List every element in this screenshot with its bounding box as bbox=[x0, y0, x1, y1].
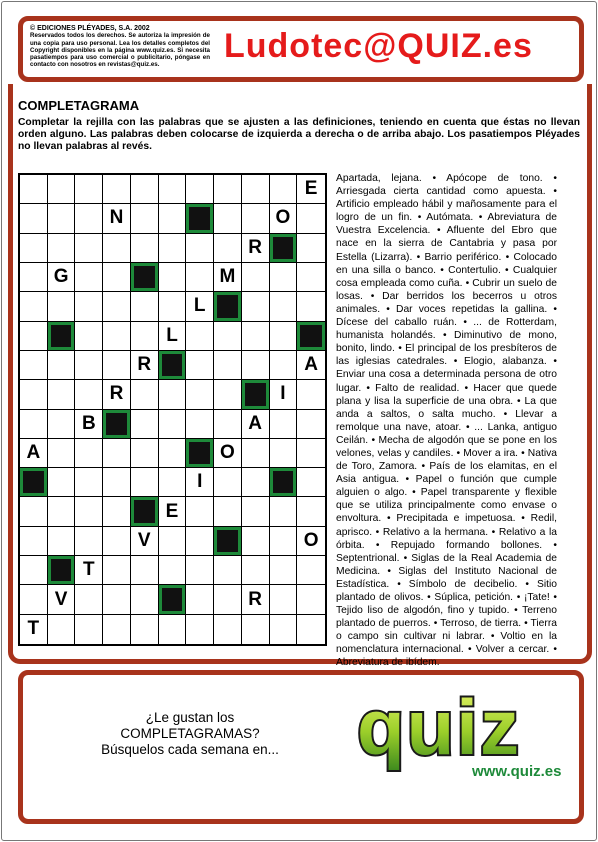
grid-cell[interactable]: E bbox=[159, 497, 187, 526]
black-square bbox=[270, 234, 298, 263]
grid-cell[interactable] bbox=[186, 615, 214, 644]
grid-cell[interactable] bbox=[214, 410, 242, 439]
grid-cell[interactable] bbox=[270, 556, 298, 585]
grid-cell[interactable] bbox=[242, 497, 270, 526]
grid-cell[interactable] bbox=[75, 204, 103, 233]
grid-cell[interactable] bbox=[20, 556, 48, 585]
grid-cell[interactable] bbox=[242, 556, 270, 585]
grid-cell[interactable] bbox=[48, 468, 76, 497]
grid-cell[interactable] bbox=[48, 204, 76, 233]
grid-cell[interactable] bbox=[186, 175, 214, 204]
grid-cell[interactable] bbox=[214, 175, 242, 204]
grid-cell[interactable] bbox=[159, 527, 187, 556]
grid-cell[interactable] bbox=[20, 322, 48, 351]
grid-cell[interactable] bbox=[131, 292, 159, 321]
grid-cell[interactable]: G bbox=[48, 263, 76, 292]
grid-cell[interactable] bbox=[20, 497, 48, 526]
grid-cell[interactable] bbox=[242, 292, 270, 321]
grid-cell[interactable] bbox=[103, 556, 131, 585]
grid-cell[interactable] bbox=[131, 380, 159, 409]
grid-cell[interactable]: L bbox=[186, 292, 214, 321]
grid-cell[interactable] bbox=[48, 497, 76, 526]
grid-cell[interactable]: A bbox=[242, 410, 270, 439]
promo-text bbox=[90, 710, 290, 758]
grid-cell[interactable]: T bbox=[20, 615, 48, 644]
grid-cell[interactable] bbox=[20, 351, 48, 380]
grid-cell[interactable] bbox=[75, 585, 103, 614]
grid-cell[interactable] bbox=[242, 322, 270, 351]
grid-cell[interactable] bbox=[159, 175, 187, 204]
grid-cell[interactable] bbox=[242, 175, 270, 204]
grid-cell[interactable] bbox=[103, 527, 131, 556]
grid-cell[interactable]: V bbox=[48, 585, 76, 614]
grid-cell[interactable]: A bbox=[297, 351, 325, 380]
grid-cell[interactable] bbox=[214, 234, 242, 263]
grid-cell[interactable] bbox=[75, 527, 103, 556]
grid-cell[interactable] bbox=[20, 175, 48, 204]
grid-cell[interactable] bbox=[103, 439, 131, 468]
grid-cell[interactable] bbox=[75, 175, 103, 204]
grid-cell[interactable] bbox=[103, 468, 131, 497]
grid-cell[interactable] bbox=[270, 410, 298, 439]
grid-cell[interactable] bbox=[103, 615, 131, 644]
grid-cell[interactable] bbox=[48, 234, 76, 263]
black-square bbox=[48, 556, 76, 585]
grid-cell[interactable] bbox=[186, 585, 214, 614]
puzzle-instructions: Completar la rejilla con las palabras que se ajusten a las definiciones, teniendo en cuenta que éstas no llevan orden alguno. Las palabras deben colocarse de izquierda a derecha o de arriba abajo. Los pasatiempos Pléyades no llevan palabras al revés. bbox=[18, 117, 580, 152]
grid-cell[interactable] bbox=[159, 292, 187, 321]
grid-cell[interactable] bbox=[20, 292, 48, 321]
promo-line-2: COMPLETAGRAMAS? bbox=[120, 726, 260, 741]
grid-cell[interactable] bbox=[131, 439, 159, 468]
grid-cell[interactable] bbox=[159, 263, 187, 292]
grid-cell[interactable]: I bbox=[270, 380, 298, 409]
grid-cell[interactable] bbox=[48, 615, 76, 644]
grid-cell[interactable] bbox=[214, 380, 242, 409]
grid-cell[interactable]: N bbox=[103, 204, 131, 233]
grid-cell[interactable] bbox=[270, 292, 298, 321]
grid-cell[interactable] bbox=[186, 527, 214, 556]
grid-cell[interactable] bbox=[20, 527, 48, 556]
grid-cell[interactable]: O bbox=[270, 204, 298, 233]
grid-cell[interactable] bbox=[131, 234, 159, 263]
grid-cell[interactable] bbox=[131, 322, 159, 351]
grid-cell[interactable] bbox=[214, 585, 242, 614]
grid-cell[interactable] bbox=[20, 263, 48, 292]
grid-cell[interactable] bbox=[186, 263, 214, 292]
grid-cell[interactable] bbox=[103, 585, 131, 614]
grid-cell[interactable]: T bbox=[75, 556, 103, 585]
grid-cell[interactable] bbox=[186, 380, 214, 409]
grid-cell[interactable] bbox=[75, 351, 103, 380]
grid-cell[interactable] bbox=[131, 175, 159, 204]
grid-cell[interactable] bbox=[131, 204, 159, 233]
grid-cell[interactable] bbox=[48, 351, 76, 380]
grid-cell[interactable] bbox=[103, 175, 131, 204]
grid-cell[interactable] bbox=[131, 410, 159, 439]
grid-cell[interactable] bbox=[48, 439, 76, 468]
grid-cell[interactable] bbox=[48, 380, 76, 409]
grid-cell[interactable] bbox=[159, 380, 187, 409]
grid-cell[interactable] bbox=[297, 410, 325, 439]
grid-cell[interactable] bbox=[75, 292, 103, 321]
grid-cell[interactable] bbox=[48, 527, 76, 556]
copyright-notice bbox=[30, 25, 210, 69]
grid-cell[interactable]: R bbox=[131, 351, 159, 380]
grid-cell[interactable] bbox=[297, 556, 325, 585]
copyright-title: © EDICIONES PLÉYADES, S.A. 2002 bbox=[30, 25, 150, 32]
grid-cell[interactable] bbox=[242, 468, 270, 497]
grid-cell[interactable] bbox=[75, 322, 103, 351]
grid-cell[interactable] bbox=[186, 351, 214, 380]
grid-cell[interactable] bbox=[214, 351, 242, 380]
brand-logo: Ludotec@QUIZ.es bbox=[224, 27, 533, 65]
grid-cell[interactable] bbox=[242, 351, 270, 380]
grid-cell[interactable] bbox=[297, 615, 325, 644]
grid-cell[interactable] bbox=[270, 351, 298, 380]
grid-cell[interactable] bbox=[131, 468, 159, 497]
black-square bbox=[159, 585, 187, 614]
grid-cell[interactable] bbox=[131, 585, 159, 614]
grid-cell[interactable] bbox=[159, 234, 187, 263]
grid-cell[interactable] bbox=[159, 204, 187, 233]
grid-cell[interactable] bbox=[20, 380, 48, 409]
grid-cell[interactable] bbox=[214, 204, 242, 233]
black-square bbox=[103, 410, 131, 439]
grid-cell[interactable] bbox=[103, 292, 131, 321]
grid-cell[interactable] bbox=[186, 234, 214, 263]
grid-cell[interactable] bbox=[297, 439, 325, 468]
grid-cell[interactable] bbox=[297, 204, 325, 233]
grid-cell[interactable]: R bbox=[242, 234, 270, 263]
grid-cell[interactable] bbox=[270, 439, 298, 468]
definitions-list: Apartada, lejana. • Apócope de tono. • Arriesgada cierta cantidad como apuesta. • Artificio empleado hábil y mañosamente para el logro de un fin. • Autómata. • Abreviatura de Vuestra Excelencia. • Afluente del Ebro que nace en la sierra de Cantabria y pasa por Estella (Lizarra). • Barrio periférico. • Colocado en una silla o banco. • Contertulio. • Cualquier cosa empleada como cuña. • Cubrir un suelo de losas. • Dar berridos los becerros u otros animales. • Dar voces repetidas la gallina. • Dícese del caballo ruán. • ... de Rotterdam, humanista holandés. • Diminutivo de mono, bonito, lindo. • El principal de los presbíteros de las iglesias catedrales. • Elogio, alabanza. • Enviar una cosa a determinada persona de otro lugar. • Falto de realidad. • Hacer que quede plana y lisa la superficie de una obra. • La que anda a saltos, o salta mucho. • Llevar a remolque una nave, atoar. • ... Lanka, antiguo Ceilán. • Mecha de algodón que se pone en los velones, velas y candiles. • Mover a ira. • Nativa de Toro, Zamora. • País de los elamitas, en el Asia antigua. • Papel o función que cumple alguien o algo. • Papel transparente y flexible que se utiliza principalmente como envase o envoltura. • Precipitada e impetuosa. • Redil, aprisco. • Relativo a la hermana. • Relativo a la órbita. • Repujado formando bollones. • Septentrional. • Siglas de la Real Academia de Medicina. • Siglas del Instituto Nacional de Estadística. • Símbolo de decibelio. • Sitio plantado de olivos. • Súplica, petición. • ¡Tate! • Tejido liso de algodón, fino y tupido. • Terreno plantado de puerros. • Terroso, de tierra. • Tierra o campo sin cultivar ni labrar. • Voltio en la nomenclatura internacional. • Volver a cercar. • Abreviatura de ibídem. bbox=[336, 173, 557, 669]
grid-cell[interactable]: R bbox=[103, 380, 131, 409]
grid-cell[interactable] bbox=[270, 322, 298, 351]
grid-cell[interactable] bbox=[214, 556, 242, 585]
grid-cell[interactable]: M bbox=[214, 263, 242, 292]
black-square bbox=[214, 292, 242, 321]
grid-cell[interactable] bbox=[242, 615, 270, 644]
quiz-logo-text: quiz bbox=[357, 688, 521, 771]
black-square bbox=[270, 468, 298, 497]
grid-cell[interactable] bbox=[20, 410, 48, 439]
grid-cell[interactable]: O bbox=[214, 439, 242, 468]
grid-cell[interactable] bbox=[159, 439, 187, 468]
puzzle-title: COMPLETAGRAMA bbox=[18, 98, 140, 113]
black-square bbox=[186, 204, 214, 233]
grid-cell[interactable] bbox=[159, 468, 187, 497]
grid-cell[interactable]: E bbox=[297, 175, 325, 204]
grid-cell[interactable] bbox=[103, 234, 131, 263]
grid-cell[interactable] bbox=[20, 234, 48, 263]
grid-cell[interactable] bbox=[214, 497, 242, 526]
site-link[interactable]: www.quiz.es bbox=[472, 763, 562, 780]
grid-cell[interactable] bbox=[48, 410, 76, 439]
copyright-body: Reservados todos los derechos. Se autoriza la impresión de una copia para uso personal. Lea los detalles completos del Copyright disponibles en la página www.quiz.es. Si necesita pasatiempos para uso comercial o publicitario, póngase en contacto con nosotros en revistas@quiz.es. bbox=[30, 32, 210, 69]
grid-cell[interactable] bbox=[131, 615, 159, 644]
grid-cell[interactable] bbox=[103, 322, 131, 351]
grid-cell[interactable] bbox=[103, 497, 131, 526]
grid-cell[interactable] bbox=[75, 497, 103, 526]
grid-cell[interactable] bbox=[297, 380, 325, 409]
grid-cell[interactable] bbox=[20, 585, 48, 614]
grid-cell[interactable] bbox=[242, 204, 270, 233]
black-square bbox=[214, 527, 242, 556]
grid-cell[interactable]: O bbox=[297, 527, 325, 556]
grid-cell[interactable] bbox=[103, 351, 131, 380]
grid-cell[interactable] bbox=[242, 527, 270, 556]
grid-cell[interactable] bbox=[242, 439, 270, 468]
grid-cell[interactable] bbox=[214, 322, 242, 351]
grid-cell[interactable] bbox=[186, 556, 214, 585]
grid-cell[interactable] bbox=[186, 497, 214, 526]
promo-line-3: Búsquelos cada semana en... bbox=[101, 742, 279, 757]
black-square bbox=[131, 497, 159, 526]
grid-cell[interactable] bbox=[75, 263, 103, 292]
black-square bbox=[242, 380, 270, 409]
grid-cell[interactable]: I bbox=[186, 468, 214, 497]
grid-cell[interactable] bbox=[297, 585, 325, 614]
grid-cell[interactable] bbox=[270, 497, 298, 526]
grid-cell[interactable] bbox=[214, 468, 242, 497]
black-square bbox=[159, 351, 187, 380]
grid-cell[interactable] bbox=[186, 410, 214, 439]
grid-cell[interactable] bbox=[75, 468, 103, 497]
grid-cell[interactable] bbox=[214, 615, 242, 644]
grid-cell[interactable] bbox=[270, 527, 298, 556]
grid-cell[interactable]: A bbox=[20, 439, 48, 468]
grid-cell[interactable] bbox=[20, 204, 48, 233]
grid-cell[interactable] bbox=[270, 585, 298, 614]
black-square bbox=[131, 263, 159, 292]
grid-cell[interactable]: B bbox=[75, 410, 103, 439]
black-square bbox=[297, 322, 325, 351]
grid-cell[interactable] bbox=[159, 615, 187, 644]
grid-cell[interactable] bbox=[159, 410, 187, 439]
crossword-grid[interactable] bbox=[18, 173, 327, 646]
black-square bbox=[186, 439, 214, 468]
grid-cell[interactable] bbox=[270, 615, 298, 644]
grid-cell[interactable] bbox=[297, 234, 325, 263]
grid-cell[interactable] bbox=[131, 556, 159, 585]
grid-cell[interactable] bbox=[159, 556, 187, 585]
grid-cell[interactable] bbox=[75, 234, 103, 263]
grid-cell[interactable] bbox=[75, 380, 103, 409]
grid-cell[interactable] bbox=[48, 175, 76, 204]
grid-cell[interactable] bbox=[297, 263, 325, 292]
grid-cell[interactable]: V bbox=[131, 527, 159, 556]
grid-cell[interactable] bbox=[75, 439, 103, 468]
grid-cell[interactable] bbox=[270, 263, 298, 292]
grid-cell[interactable] bbox=[242, 263, 270, 292]
black-square bbox=[20, 468, 48, 497]
grid-cell[interactable] bbox=[48, 292, 76, 321]
grid-cell[interactable] bbox=[297, 497, 325, 526]
grid-cell[interactable] bbox=[297, 468, 325, 497]
promo-line-1: ¿Le gustan los bbox=[145, 710, 235, 725]
grid-cell[interactable] bbox=[297, 292, 325, 321]
black-square bbox=[48, 322, 76, 351]
grid-cell[interactable] bbox=[75, 615, 103, 644]
grid-cell[interactable]: R bbox=[242, 585, 270, 614]
grid-cell[interactable] bbox=[270, 175, 298, 204]
grid-cell[interactable] bbox=[103, 263, 131, 292]
grid-cell[interactable]: L bbox=[159, 322, 187, 351]
grid-cell[interactable] bbox=[186, 322, 214, 351]
